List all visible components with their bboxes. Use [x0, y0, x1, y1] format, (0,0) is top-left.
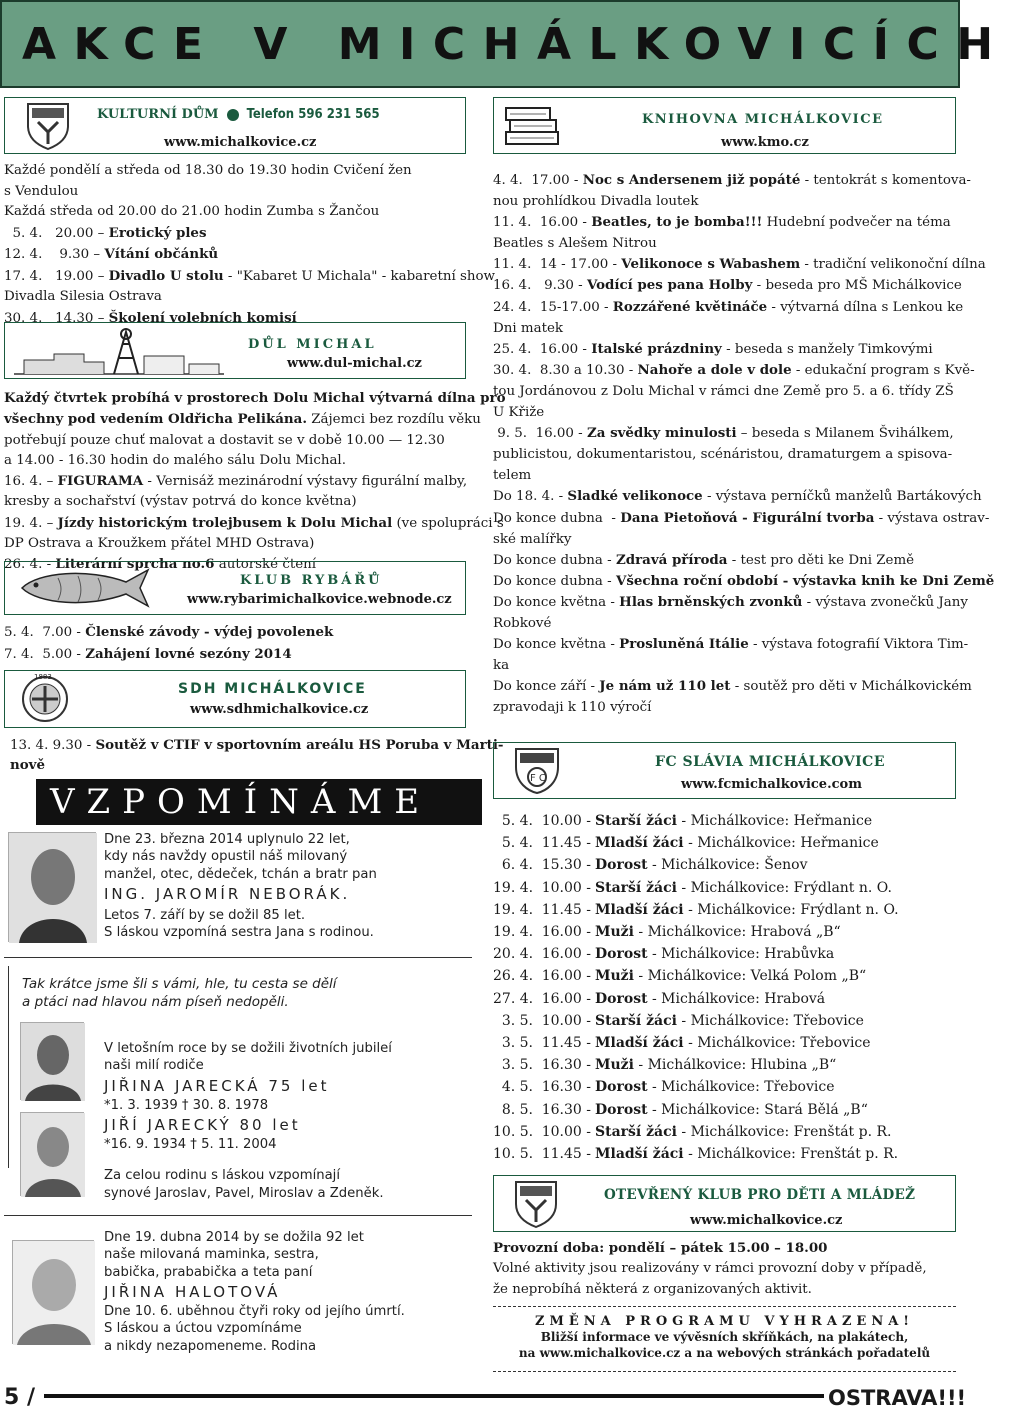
fc-match-opponent: - Michálkovice: Frýdlant n. O. [683, 901, 899, 918]
fc-match-time: 16.00 - [541, 968, 591, 985]
vzpominame-title: VZPOMÍNÁME [36, 779, 482, 825]
kulturni-line-bold: Erotický ples [108, 224, 207, 241]
kulturni-web-link[interactable]: www.michalkovice.cz [164, 135, 317, 150]
footer-brand: OSTRAVA!!! [828, 1386, 967, 1410]
knihovna-line [493, 697, 959, 718]
knihovna-line [493, 360, 975, 381]
fc-match-row [493, 1099, 959, 1121]
dul-title: DŮL MICHAL [248, 337, 377, 352]
obit2-dates1: *1. 3. 1939 † 30. 8. 1978 [104, 1097, 269, 1113]
fc-match-time: 15.30 - [541, 857, 591, 874]
fc-match-team: Muži [595, 924, 634, 941]
knihovna-line [493, 444, 959, 465]
fc-match-date: 20. 4. [493, 946, 534, 963]
obit3-name: JIŘINA HALOTOVÁ [104, 1283, 281, 1302]
knihovna-line [493, 613, 959, 634]
knihovna-line-pre: Do konce září - [493, 679, 600, 695]
klub-text-line: Volné aktivity jsou realizovány v rámci provozní doby v případě, [493, 1260, 927, 1276]
obit2-quote-line2: a ptáci nad hlavou nám píseň nedopěli. [22, 993, 289, 1010]
klub-text-line: že neprobíhá některá z organizovaných aktivit. [493, 1281, 812, 1297]
knihovna-line-post: - beseda s manžely Timkovými [721, 341, 933, 357]
knihovna-line [493, 212, 959, 233]
fc-match-row [493, 1076, 959, 1098]
fc-match-time: 10.00 - [541, 1012, 591, 1029]
obit-jarecky [104, 1040, 464, 1202]
fc-match-date: 8. 5. [501, 1101, 533, 1118]
fc-match-row [493, 943, 959, 965]
sdh-line-bold: nově [10, 756, 45, 773]
portrait-photo-jarecka [20, 1022, 84, 1100]
obit2-intro: V letošním roce by se dožili životních jubileí [104, 1041, 392, 1056]
knihovna-line [493, 275, 962, 296]
rybaru-line-pre: 7. 4. 5.00 - [4, 646, 86, 662]
knihovna-line [493, 170, 971, 191]
rybaru-line [4, 622, 470, 644]
knihovna-line-post: - test pro děti ke Dni Země [727, 552, 915, 568]
fc-match-time: 16.30 - [541, 1101, 591, 1118]
portrait-photo-jarecky [20, 1112, 84, 1196]
kulturni-line-pre: 12. 4. 9.30 – [4, 247, 105, 262]
knihovna-line [493, 655, 959, 676]
fc-crest-icon [512, 745, 562, 801]
knihovna-line-post: - edukační program s Kvě- [791, 362, 975, 378]
fc-match-team: Dorost [595, 946, 648, 963]
knihovna-line-pre: 30. 4. 8.30 a 10.30 - [493, 362, 638, 378]
knihovna-line-pre: 11. 4. 16.00 - [493, 215, 592, 231]
fc-match-time: 11.45 - [541, 835, 591, 852]
knihovna-line-bold: Noc s Andersenem již popáté [582, 172, 801, 188]
obit3-line: Dne 19. dubna 2014 by se dožila 92 let [104, 1230, 364, 1245]
fc-match-date: 27. 4. [493, 990, 534, 1007]
fc-match-row [493, 921, 959, 943]
kulturni-line [4, 287, 470, 308]
rybaru-line-bold: Členské závody - výdej povolenek [85, 624, 334, 640]
obit2-outro: synové Jaroslav, Pavel, Miroslav a Zdeněk. [104, 1185, 384, 1201]
zmena-notice [493, 1306, 956, 1372]
kulturni-line [4, 266, 496, 288]
knihovna-line-pre: 24. 4. 15-17.00 - [493, 299, 613, 315]
fc-match-time: 11.45 - [541, 901, 591, 918]
knihovna-line-pre: 4. 4. 17.00 - [493, 173, 583, 188]
dul-line-pre: 26. 4. - [4, 557, 56, 573]
knihovna-line-bold: Všechna roční období - výstavka knih ke Dni Země [615, 572, 995, 589]
knihovna-line-pre: 16. 4. 9.30 - [493, 278, 587, 294]
knihovna-line-post: - výstava zvonečků Jany [802, 594, 968, 610]
dul-line-pre: DP Ostrava a Kroužkem přátel MHD Ostrava) [4, 536, 315, 552]
kulturni-line [4, 202, 470, 223]
knihovna-line-pre: ské malířky [493, 531, 572, 547]
knihovna-line [493, 465, 959, 486]
sdh-line [10, 736, 504, 756]
kulturni-line-pre: Každé pondělí a středa od 18.30 do 19.30 hodin Cvičení žen [4, 163, 412, 178]
fc-match-team: Dorost [595, 857, 648, 874]
kulturni-line-pre: 30. 4. 14.30 – [4, 310, 109, 326]
knihovna-line [493, 233, 959, 254]
fc-match-team: Dorost [595, 1079, 648, 1096]
obit2-outro: Za celou rodinu s láskou vzpomínají [104, 1168, 341, 1184]
obit1-line: manžel, otec, dědeček, tchán a bratr pan [104, 866, 377, 882]
fc-match-opponent: - Michálkovice: Heřmanice [683, 835, 879, 852]
knihovna-line-post: - výstava fotografií Viktora Tim- [748, 637, 969, 653]
fc-match-date: 10. 5. [493, 1123, 534, 1140]
knihovna-line [493, 676, 972, 697]
obit1-after: Letos 7. září by se dožil 85 let. [104, 908, 306, 924]
fc-title: FC SLÁVIA MICHÁLKOVICE [655, 754, 885, 770]
fc-match-opponent: - Michálkovice: Hlubina „B“ [633, 1057, 837, 1074]
fc-match-opponent: - Michálkovice: Stará Bělá „B“ [647, 1101, 868, 1118]
fc-match-team: Starší žáci [595, 1123, 677, 1140]
knihovna-line [493, 508, 990, 529]
kulturni-line [4, 161, 470, 182]
fc-match-date: 5. 4. [501, 813, 533, 829]
obit-divider [4, 1215, 472, 1216]
fc-match-row [493, 1143, 959, 1165]
fc-match-team: Dorost [595, 990, 648, 1007]
sdh-list [10, 736, 504, 775]
knihovna-line-pre: 25. 4. 16.00 - [493, 341, 592, 357]
kulturni-phone: Telefon 596 231 565 [246, 107, 380, 122]
knihovna-line [493, 191, 959, 212]
knihovna-line-pre: ka [493, 658, 510, 674]
obit-halotova [104, 1229, 464, 1355]
obit3-after: Dne 10. 6. uběhnou čtyři roky od jejího úmrtí. [104, 1304, 405, 1320]
fc-match-time: 16.30 - [541, 1079, 591, 1096]
dul-line-bold: Jízdy historickým trolejbusem k Dolu Michal [57, 514, 393, 531]
footer-rule [44, 1394, 824, 1398]
fc-match-opponent: - Michálkovice: Hrabová [647, 990, 826, 1007]
rybaru-title: KLUB RYBÁŘŮ [240, 573, 383, 588]
obit2-quote-line1: Tak krátce jsme šli s vámi, hle, tu cesta se dělí [22, 976, 337, 992]
obit2-name2: JIŘÍ JARECKÝ 80 let [104, 1116, 301, 1135]
fc-match-time: 10.00 - [541, 813, 591, 829]
knihovna-line-pre: Robkové [493, 615, 552, 631]
fc-match-date: 26. 4. [493, 968, 534, 985]
dul-line [4, 409, 481, 430]
fc-match-opponent: - Michálkovice: Třebovice [676, 1012, 864, 1029]
knihovna-line-pre: Do 18. 4. - [493, 489, 568, 505]
knihovna-line [493, 529, 959, 550]
dul-line-pre: a 14.00 - 16.30 hodin do malého sálu Dolu Michal. [4, 452, 346, 468]
fc-match-row [493, 988, 959, 1010]
dul-line-post: Zájemci bez rozdílu věku [306, 412, 481, 428]
knihovna-line [493, 550, 959, 571]
fc-match-team: Muži [595, 968, 634, 985]
dul-line [4, 471, 470, 492]
fc-match-date: 4. 5. [501, 1079, 533, 1096]
obit1-line: Dne 23. března 2014 uplynulo 22 let, [104, 832, 350, 847]
dul-line-post: (ve spolupráci s [392, 515, 504, 531]
obit2-dates2: *16. 9. 1934 † 5. 11. 2004 [104, 1136, 277, 1152]
knihovna-line-bold: Prosluněná Itálie [619, 636, 749, 653]
knihovna-list [493, 170, 995, 718]
dul-list [4, 388, 506, 576]
dul-line-post: autorské čtení [214, 557, 317, 573]
fc-match-opponent: - Michálkovice: Velká Polom „B“ [633, 968, 867, 985]
kulturni-line-bold: Školení volebních komisí [108, 309, 297, 326]
knihovna-line-pre: Dni matek [493, 320, 564, 336]
zmena-line2: na www.michalkovice.cz a na webových stránkách pořadatelů [518, 1346, 931, 1361]
fc-match-row [493, 965, 959, 987]
knihovna-line-pre: nou prohlídkou Divadla loutek [493, 194, 699, 210]
fc-match-date: 3. 5. [501, 1057, 533, 1074]
dul-line-post: - Vernisáž mezinárodní výstavy figurální malby, [143, 474, 468, 490]
knihovna-line-bold: Italské prázdniny [591, 340, 722, 357]
sdh-header-box [4, 670, 466, 728]
fc-match-row [493, 1010, 959, 1032]
fc-match-row [493, 1121, 959, 1143]
sdh-badge-year: 1883 [34, 673, 52, 681]
rybaru-line-pre: 5. 4. 7.00 - [4, 625, 86, 640]
dul-line-bold: Literární sprcha no.6 [55, 556, 215, 573]
fc-match-opponent: - Michálkovice: Frýdlant n. O. [676, 879, 892, 896]
obit2-intro: naši milí rodiče [104, 1058, 204, 1074]
fc-match-opponent: - Michálkovice: Heřmanice [676, 813, 873, 829]
fc-match-team: Mladší žáci [595, 901, 684, 918]
zmena-title: ZMĚNA PROGRAMU VYHRAZENA! [534, 1314, 915, 1329]
knihovna-line-pre: 9. 5. 16.00 - [493, 426, 587, 442]
svg-text:F C: F C [530, 773, 546, 784]
obit1-line: kdy nás navždy opustil náš milovaný [104, 849, 348, 865]
fc-match-date: 6. 4. [501, 857, 533, 874]
fc-match-team: Starší žáci [595, 1012, 677, 1029]
fc-match-team: Mladší žáci [595, 1146, 684, 1163]
kulturni-line [4, 182, 470, 203]
dul-line-bold: FIGURAMA [57, 473, 144, 490]
knihovna-line-post: Hudební podvečer na téma [762, 215, 951, 231]
fc-match-date: 19. 4. [493, 924, 534, 941]
knihovna-line-bold: Sladké velikonoce [567, 488, 703, 505]
dul-line-pre: potřebují pouze chuť malovat a dostavit se v době 10.00 — 12.30 [4, 432, 445, 448]
zmena-line1: Bližší informace ve vývěsních skříňkách, na plakátech, [540, 1330, 909, 1345]
fc-match-team: Mladší žáci [595, 835, 684, 852]
knihovna-line-bold: Nahoře a dole v dole [637, 361, 792, 378]
fc-match-row [493, 832, 959, 854]
fc-match-team: Starší žáci [595, 813, 677, 829]
fc-match-row [493, 877, 959, 899]
knihovna-title: KNIHOVNA MICHÁLKOVICE [642, 112, 884, 127]
fc-match-opponent: - Michálkovice: Hrabůvka [647, 946, 835, 963]
knihovna-line-pre: Beatles s Alešem Nitrou [493, 236, 657, 252]
knihovna-line [493, 339, 959, 360]
knihovna-line-post: - beseda pro MŠ Michálkovice [752, 278, 962, 294]
knihovna-line-bold: Za svědky minulosti [586, 425, 737, 442]
fish-icon [18, 566, 152, 616]
sdh-line-pre: 13. 4. 9.30 - [10, 738, 96, 753]
knihovna-line-bold: Hlas brněnských zvonků [619, 593, 803, 610]
dul-line [4, 534, 470, 554]
kulturni-line-pre: Každá středa od 20.00 do 21.00 hodin Zumba s Žančou [4, 204, 380, 219]
kulturni-line-bold: Divadlo U stolu [108, 267, 224, 284]
knihovna-line-pre: 11. 4. 14 - 17.00 - [493, 257, 622, 273]
fc-match-date: 5. 4. [501, 835, 533, 852]
kulturni-line-pre: 5. 4. 20.00 – [4, 225, 109, 241]
page-number: 5 / [4, 1385, 36, 1410]
dul-line-bold: všechny pod vedením Oldřicha Pelikána. [4, 411, 307, 428]
fc-match-row [493, 854, 959, 876]
obit3-line: babička, prababička a teta paní [104, 1264, 313, 1280]
mine-tower-icon [14, 326, 224, 382]
fc-match-time: 16.00 - [541, 924, 591, 941]
obit3-after: a nikdy nezapomeneme. Rodina [104, 1338, 317, 1354]
knihovna-line-post: - tradiční velikonoční dílna [800, 257, 986, 273]
fc-match-list [493, 810, 959, 1165]
fc-match-row [493, 1032, 959, 1054]
klub-web-link[interactable]: www.michalkovice.cz [690, 1213, 843, 1228]
obit3-after: S láskou a úctou vzpomínáme [104, 1321, 302, 1337]
rybaru-line-bold: Zahájení lovné sezóny 2014 [85, 645, 292, 662]
fc-match-date: 19. 4. [493, 879, 534, 896]
sdh-title: SDH MICHÁLKOVICE [178, 681, 367, 697]
fc-match-time: 10.00 - [541, 879, 591, 896]
knihovna-line-post: - výstava perníčků manželů Bartákových [702, 489, 982, 505]
knihovna-line [493, 318, 959, 339]
fc-match-time: 11.45 - [541, 1035, 591, 1052]
fc-match-team: Mladší žáci [595, 1035, 684, 1052]
knihovna-line-post: - výtvarná dílna s Lenkou ke [767, 299, 964, 315]
obit-neborak [104, 831, 464, 942]
knihovna-line-bold: Velikonoce s Wabashem [621, 256, 801, 273]
dul-line [4, 451, 470, 471]
sdh-line-bold: Soutěž v CTIF v sportovním areálu HS Poruba v Marti- [95, 737, 504, 753]
knihovna-line-pre: U Křiže [493, 405, 545, 421]
knihovna-line-post: - tentokrát s komentova- [800, 173, 971, 188]
knihovna-line-bold: Beatles, to je bomba!!! [591, 214, 763, 231]
knihovna-line-bold: Je nám už 110 let [599, 678, 731, 695]
fire-brigade-emblem-icon [20, 674, 70, 730]
knihovna-line-post: - výstava ostrav- [874, 510, 990, 526]
kulturni-line-post: - "Kabaret U Michala" - kabaretní show [223, 268, 496, 284]
kulturni-line-bold: Vítání občánků [104, 246, 219, 262]
knihovna-web-link[interactable]: www.kmo.cz [721, 135, 809, 150]
fc-match-team: Dorost [595, 1101, 648, 1118]
bullet-dot-icon [227, 109, 239, 121]
dul-line-pre: kresby a sochařství (výstav potrvá do konce května) [4, 494, 357, 510]
fc-match-team: Muži [595, 1057, 634, 1074]
kulturni-line-pre: s Vendulou [4, 183, 79, 199]
dul-line-pre: 16. 4. – [4, 474, 58, 490]
knihovna-line [493, 592, 968, 613]
obit1-name: ING. JAROMÍR NEBORÁK. [104, 885, 351, 904]
knihovna-line-pre: Do konce dubna - [493, 510, 621, 526]
obit1-after: S láskou vzpomíná sestra Jana s rodinou. [104, 925, 374, 941]
fc-match-opponent: - Michálkovice: Šenov [647, 857, 808, 874]
knihovna-line [493, 297, 964, 318]
obit2-quote [22, 976, 337, 1012]
fc-match-opponent: - Michálkovice: Frenštát p. R. [683, 1146, 899, 1163]
fc-match-team: Starší žáci [595, 879, 677, 896]
fc-match-opponent: - Michálkovice: Třebovice [647, 1079, 835, 1096]
books-icon [502, 102, 562, 156]
fc-match-opponent: - Michálkovice: Třebovice [683, 1035, 871, 1052]
fc-match-date: 10. 5. [493, 1146, 534, 1163]
rybaru-list [4, 622, 470, 665]
knihovna-line [493, 634, 969, 655]
kulturni-line-pre: Divadla Silesia Ostrava [4, 289, 162, 304]
dul-line-pre: 19. 4. – [4, 515, 58, 531]
knihovna-line [493, 571, 995, 592]
fc-match-date: 3. 5. [501, 1035, 533, 1052]
rybaru-line [4, 644, 470, 666]
knihovna-line-bold: Vodící pes pana Holby [586, 277, 753, 294]
dul-line-bold: Každý čtvrtek probíhá v prostorech Dolu Michal výtvarná dílna pro [4, 390, 506, 406]
fc-match-date: 3. 5. [501, 1012, 533, 1029]
fc-match-opponent: - Michálkovice: Frenštát p. R. [676, 1123, 892, 1140]
dul-line [4, 431, 470, 451]
fc-match-row [493, 1054, 959, 1076]
knihovna-line-pre: zpravodaji k 110 výročí [493, 700, 652, 716]
obit2-name1: JIŘINA JARECKÁ 75 let [104, 1076, 330, 1095]
knihovna-line [493, 402, 959, 423]
page-banner [0, 0, 1011, 88]
fc-match-time: 16.30 - [541, 1057, 591, 1074]
knihovna-line-pre: Do konce dubna - [493, 552, 616, 568]
knihovna-line-pre: tou Jordánovou z Dolu Michal v rámci dne Země pro 5. a 6. třídy ZŠ [493, 383, 954, 399]
kulturni-line [4, 244, 470, 266]
knihovna-line-pre: Do konce května - [493, 594, 620, 610]
kulturni-title: KULTURNÍ DŮM [97, 107, 219, 122]
kulturni-list [4, 161, 496, 329]
klub-title: OTEVŘENÝ KLUB PRO DĚTI A MLÁDEŽ [604, 1187, 916, 1203]
knihovna-line-post: - soutěž pro děti v Michálkovickém [730, 679, 972, 695]
obit3-line: naše milovaná maminka, sestra, [104, 1247, 319, 1263]
klub-shield-icon [514, 1180, 558, 1234]
knihovna-line-bold: Dana Pietoňová - Figurální tvorba [620, 509, 875, 526]
knihovna-line-bold: Rozzářené květináče [612, 298, 768, 315]
fc-match-row [493, 810, 959, 832]
knihovna-line-pre: Do konce dubna - [493, 573, 616, 589]
rybaru-web-link[interactable]: www.rybarimichalkovice.webnode.cz [187, 592, 452, 607]
knihovna-line-pre: Do konce května - [493, 637, 620, 653]
dul-line [4, 513, 504, 534]
knihovna-line-post: – beseda s Milanem Švihálkem, [736, 426, 954, 442]
knihovna-line [493, 423, 959, 444]
fc-web-link[interactable]: www.fcmichalkovice.com [681, 777, 862, 792]
sdh-line [10, 756, 470, 776]
klub-text [493, 1238, 959, 1300]
portrait-photo-halotova [12, 1240, 94, 1344]
knihovna-line [493, 254, 986, 275]
fc-match-time: 16.00 - [541, 990, 591, 1007]
sdh-web-link[interactable]: www.sdhmichalkovice.cz [190, 702, 369, 717]
fc-match-opponent: - Michálkovice: Hrabová „B“ [633, 924, 841, 941]
fc-match-time: 16.00 - [541, 946, 591, 963]
fc-match-time: 10.00 - [541, 1123, 591, 1140]
kulturni-line-pre: 17. 4. 19.00 – [4, 268, 109, 284]
portrait-photo-neborak [8, 832, 96, 942]
obit-divider [4, 957, 472, 958]
kulturni-shield-icon [26, 102, 70, 156]
kulturni-line [4, 223, 470, 245]
fc-match-row [493, 899, 959, 921]
dul-web-link[interactable]: www.dul-michal.cz [287, 356, 422, 371]
knihovna-line-pre: publicistou, dokumentaristou, scénáristou, dramaturgem a spisova- [493, 447, 953, 463]
banner-title: AKCE V MICHÁLKOVICÍCH [22, 19, 1011, 70]
knihovna-line-pre: telem [493, 468, 532, 484]
fc-match-time: 11.45 - [541, 1146, 591, 1163]
knihovna-line [493, 486, 982, 507]
fc-match-date: 19. 4. [493, 901, 534, 918]
klub-hours: Provozní doba: pondělí – pátek 15.00 – 18.00 [493, 1240, 828, 1256]
knihovna-line-bold: Zdravá příroda [615, 551, 728, 568]
knihovna-line [493, 381, 959, 402]
dul-line [4, 388, 506, 409]
dul-line [4, 492, 470, 512]
